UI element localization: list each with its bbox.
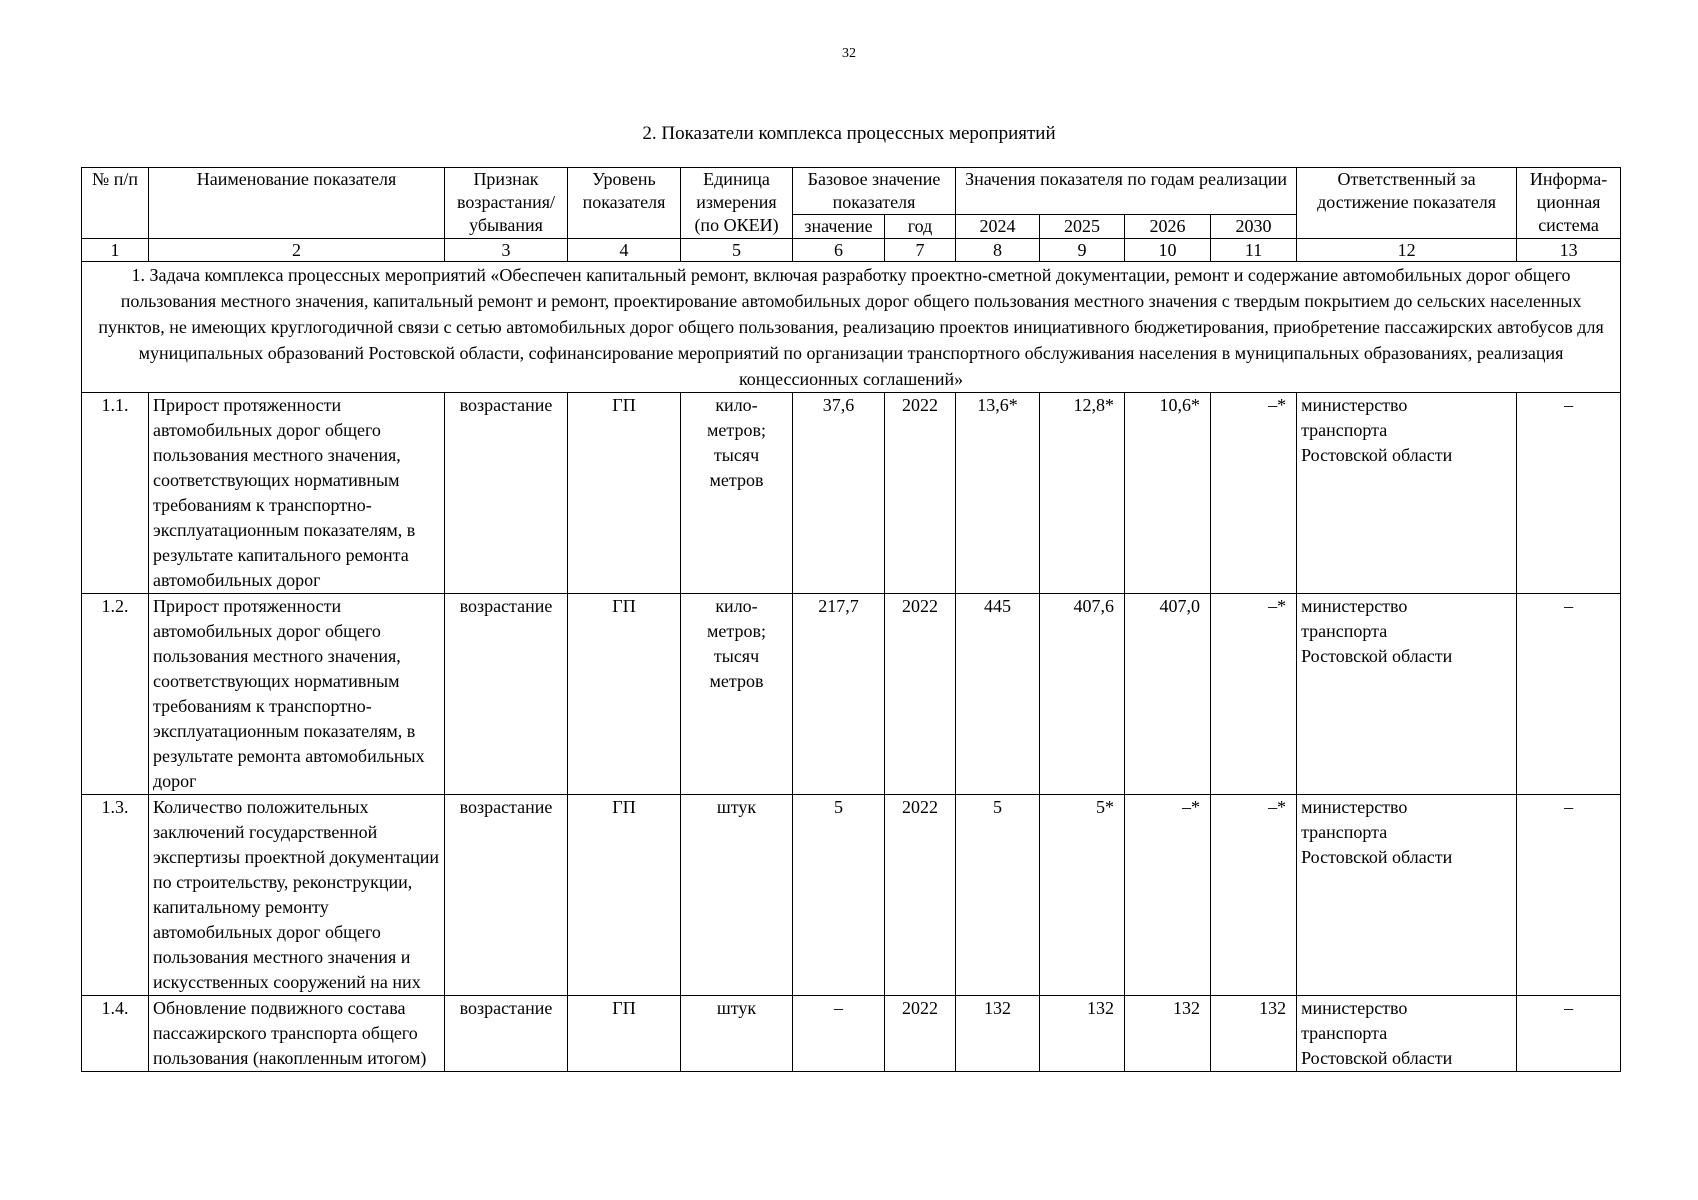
header-base-year: год: [885, 215, 956, 239]
indicator-level: ГП: [568, 996, 681, 1072]
header-trend: Признак возрастания/ убывания: [445, 168, 568, 239]
table-row: [82, 393, 1621, 594]
column-number: 13: [1517, 239, 1621, 262]
indicator-name: Прирост протяженности автомобильных дорог общего пользования местного значения, соответствующих нормативным требованиям к транспортно-эксплуатационным показателям, в результате ремонта автомобильных дорог: [149, 594, 445, 795]
column-number: 2: [149, 239, 445, 262]
header-year: 2030: [1211, 215, 1297, 239]
base-year: 2022: [885, 795, 956, 996]
header-num: № п/п: [82, 168, 149, 239]
column-number: 11: [1211, 239, 1297, 262]
table-row: [82, 996, 1621, 1072]
indicator-name: Количество положительных заключений государственной экспертизы проектной документации по строительству, реконструкции, капитальному ремонту автомобильных дорог общего пользования местного значения и искусственных сооружений на них: [149, 795, 445, 996]
base-year: 2022: [885, 996, 956, 1072]
info-system: –: [1517, 594, 1621, 795]
value-2024: 132: [956, 996, 1040, 1072]
column-number: 4: [568, 239, 681, 262]
column-number: 9: [1040, 239, 1125, 262]
column-numbers-row: [82, 239, 1621, 262]
responsible-body: министерство транспорта Ростовской области: [1297, 594, 1517, 795]
unit-of-measure: кило- метров; тысяч метров: [681, 594, 793, 795]
header-info-system: Информа- ционная система: [1517, 168, 1621, 239]
column-number: 5: [681, 239, 793, 262]
header-unit: Единица измерения (по ОКЕИ): [681, 168, 793, 239]
page-number: 32: [842, 46, 856, 61]
header-base-value: значение: [793, 215, 885, 239]
header-year: 2026: [1125, 215, 1211, 239]
unit-of-measure: штук: [681, 996, 793, 1072]
header-values: Значения показателя по годам реализации: [956, 168, 1297, 215]
value-2025: 12,8*: [1040, 393, 1125, 594]
column-number: 1: [82, 239, 149, 262]
header-level: Уровень показателя: [568, 168, 681, 239]
value-2026: 132: [1125, 996, 1211, 1072]
value-2025: 132: [1040, 996, 1125, 1072]
value-2024: 5: [956, 795, 1040, 996]
value-2030: 132: [1211, 996, 1297, 1072]
base-value: 5: [793, 795, 885, 996]
trend-sign: возрастание: [445, 996, 568, 1072]
base-year: 2022: [885, 393, 956, 594]
value-2025: 5*: [1040, 795, 1125, 996]
value-2025: 407,6: [1040, 594, 1125, 795]
value-2024: 13,6*: [956, 393, 1040, 594]
trend-sign: возрастание: [445, 393, 568, 594]
trend-sign: возрастание: [445, 795, 568, 996]
indicator-level: ГП: [568, 594, 681, 795]
column-number: 3: [445, 239, 568, 262]
info-system: –: [1517, 393, 1621, 594]
header-year: 2025: [1040, 215, 1125, 239]
base-value: 37,6: [793, 393, 885, 594]
header-year: 2024: [956, 215, 1040, 239]
base-value: –: [793, 996, 885, 1072]
indicator-level: ГП: [568, 795, 681, 996]
info-system: –: [1517, 996, 1621, 1072]
column-number: 10: [1125, 239, 1211, 262]
unit-of-measure: кило- метров; тысяч метров: [681, 393, 793, 594]
header-base: Базовое значение показателя: [793, 168, 956, 215]
value-2026: 407,0: [1125, 594, 1211, 795]
trend-sign: возрастание: [445, 594, 568, 795]
value-2030: –*: [1211, 393, 1297, 594]
section-title: 2. Показатели комплекса процессных мероприятий: [642, 123, 1056, 144]
base-value: 217,7: [793, 594, 885, 795]
value-2030: –*: [1211, 795, 1297, 996]
row-number: 1.4.: [82, 996, 149, 1072]
table-row: [82, 795, 1621, 996]
row-number: 1.1.: [82, 393, 149, 594]
header-name: Наименование показателя: [149, 168, 445, 239]
row-number: 1.2.: [82, 594, 149, 795]
row-number: 1.3.: [82, 795, 149, 996]
column-number: 12: [1297, 239, 1517, 262]
info-system: –: [1517, 795, 1621, 996]
value-2026: –*: [1125, 795, 1211, 996]
header-responsible: Ответственный за достижение показателя: [1297, 168, 1517, 239]
indicators-table: [81, 167, 1621, 1072]
responsible-body: министерство транспорта Ростовской области: [1297, 795, 1517, 996]
task-row: [82, 262, 1621, 393]
task-description: 1. Задача комплекса процессных мероприятий «Обеспечен капитальный ремонт, включая разработку проектно-сметной документации, ремонт и содержание автомобильных дорог общего пользования местного значения, капитальный ремонт и ремонт, проектирование автомобильных дорог общего пользования местного значения с твердым покрытием до сельских населенных пунктов, не имеющих круглогодичной связи с сетью автомобильных дорог общего пользования, реализацию проектов инициативного бюджетирования, приобретение пассажирских автобусов для муниципальных образований Ростовской области, софинансирование мероприятий по организации транспортного обслуживания населения в муниципальных образованиях, реализация концессионных соглашений»: [82, 262, 1621, 393]
indicator-name: Прирост протяженности автомобильных дорог общего пользования местного значения, соответствующих нормативным требованиям к транспортно-эксплуатационным показателям, в результате капитального ремонта автомобильных дорог: [149, 393, 445, 594]
value-2024: 445: [956, 594, 1040, 795]
value-2026: 10,6*: [1125, 393, 1211, 594]
unit-of-measure: штук: [681, 795, 793, 996]
base-year: 2022: [885, 594, 956, 795]
indicator-rows: [82, 393, 1621, 1072]
table-row: [82, 594, 1621, 795]
indicator-name: Обновление подвижного состава пассажирского транспорта общего пользования (накопленным итогом): [149, 996, 445, 1072]
indicator-level: ГП: [568, 393, 681, 594]
responsible-body: министерство транспорта Ростовской области: [1297, 393, 1517, 594]
value-2030: –*: [1211, 594, 1297, 795]
responsible-body: министерство транспорта Ростовской области: [1297, 996, 1517, 1072]
column-number: 7: [885, 239, 956, 262]
column-number: 8: [956, 239, 1040, 262]
column-number: 6: [793, 239, 885, 262]
header-row-1: [82, 168, 1621, 215]
